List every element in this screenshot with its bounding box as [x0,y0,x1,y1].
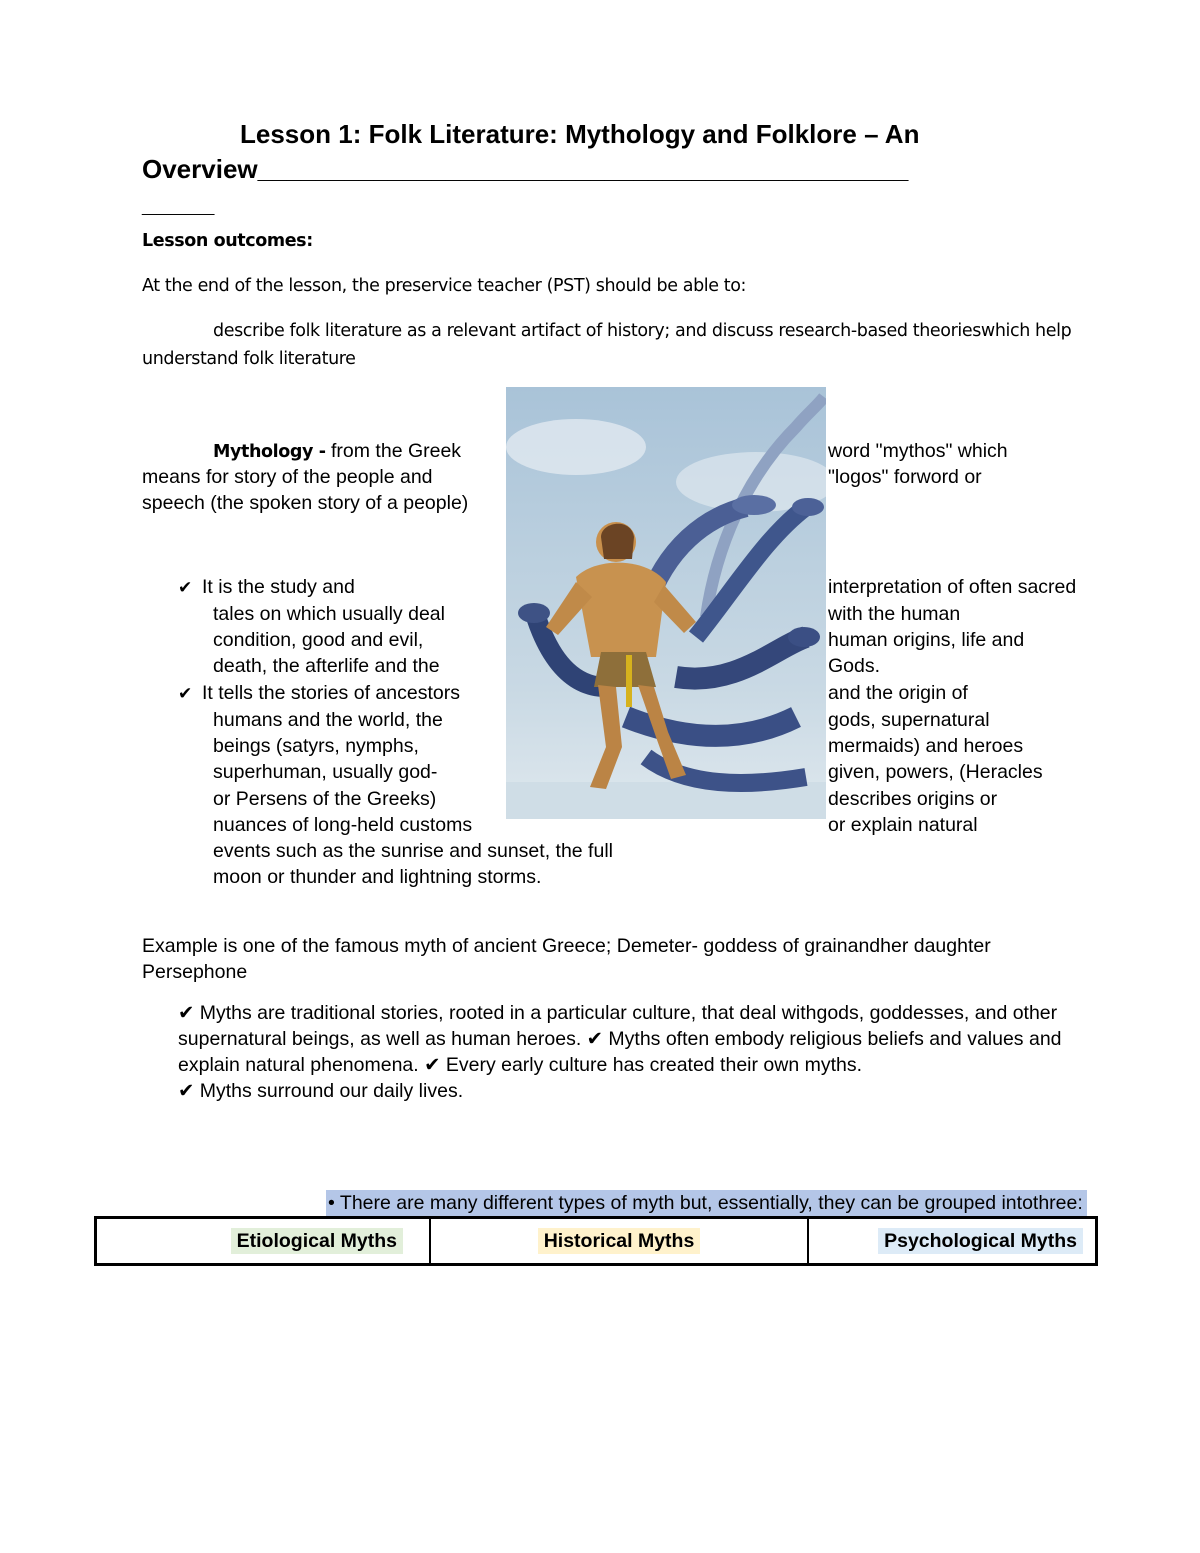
hydra-illustration-icon [506,387,826,819]
bullet-left-line11: events such as the sunrise and sunset, the full [213,840,613,862]
bullet-left-line12: moon or thunder and lightning storms. [213,866,542,888]
bullet-left-line4: death, the afterlife and the [213,655,440,677]
types-intro [326,1190,1087,1216]
myths-line1: ✔ Myths are traditional stories, rooted in a particular culture, that deal withgods, goddesses, and other [178,1002,1058,1024]
bullet-left-line5: It tells the stories of ancestors [202,682,460,704]
bullet-right-line8: given, powers, (Heracles [828,761,1043,783]
outcomes-item-line1: describe folk literature as a relevant artifact of history; and discuss research-based theorieswhich help [213,321,1072,341]
bullet-right-line9: describes origins or [828,788,998,810]
mythology-right-line1: word "mythos" which [828,440,1008,462]
outcomes-heading: Lesson outcomes: [142,231,313,251]
bullet-left-line1: It is the study and [202,576,355,598]
outcomes-item-line2: understand folk literature [142,349,356,369]
check-icon: ✔ [178,684,193,704]
bullet-right-line3: human origins, life and [828,629,1025,651]
bullet-left-line9: or Persens of the Greeks) [213,788,437,810]
myths-line3: explain natural phenomena. ✔ Every early culture has created their own myths. [178,1054,863,1076]
myth-types-table [94,1216,1098,1266]
types-intro-text: There are many different types of myth but, essentially, they can be grouped intothree: [339,1192,1083,1214]
etiological-myths-label: Etiological Myths [231,1228,403,1254]
bullet-right-line4: Gods. [828,655,881,677]
historical-myths-label: Historical Myths [538,1228,701,1254]
mythology-line1 [213,438,461,464]
bullet-right-line6: gods, supernatural [828,709,990,731]
table-cell-etiological [96,1218,431,1265]
lesson-title-line3: _____ [142,188,215,218]
bullet-left-line8: superhuman, usually god- [213,761,438,783]
bullet-left-line3: condition, good and evil, [213,629,424,651]
bullet-right-line5: and the origin of [828,682,968,704]
outcomes-intro: At the end of the lesson, the preservice teacher (PST) should be able to: [142,276,747,296]
bullet-right-line10: or explain natural [828,814,978,836]
lesson-title-line1: Lesson 1: Folk Literature: Mythology and Folklore – An [240,119,920,149]
myths-line2: supernatural beings, as well as human heroes. ✔ Myths often embody religious beliefs and values and [178,1028,1062,1050]
example-line2: Persephone [142,961,248,983]
psychological-myths-label: Psychological Myths [878,1228,1083,1254]
bullet-left-line6: humans and the world, the [213,709,443,731]
bullet-right-line7: mermaids) and heroes [828,735,1024,757]
bullet-right-line1: interpretation of often sacred [828,576,1077,598]
table-cell-psychological [808,1218,1097,1265]
bullet-left-line10: nuances of long-held customs [213,814,473,836]
check-icon: ✔ [178,578,193,598]
myths-line4: ✔ Myths surround our daily lives. [178,1080,464,1102]
mythology-left-line3: speech (the spoken story of a people) [142,492,469,514]
mythology-right-line2: "logos" forword or [828,466,982,488]
table-cell-historical [430,1218,808,1265]
bullet-left-line7: beings (satyrs, nymphs, [213,735,419,757]
bullet-left-line2: tales on which usually deal [213,603,445,625]
mythology-term: Mythology - [213,442,326,462]
table-row [96,1218,1097,1265]
mythology-left-line2: means for story of the people and [142,466,433,488]
example-line1: Example is one of the famous myth of ancient Greece; Demeter- goddess of grainandher daughter [142,935,991,957]
mythology-left-line1: from the Greek [325,440,462,462]
bullet-dot: • [328,1192,335,1214]
bullet-right-line2: with the human [828,603,961,625]
lesson-title-line2: Overview_____________________________________________ [142,154,909,184]
